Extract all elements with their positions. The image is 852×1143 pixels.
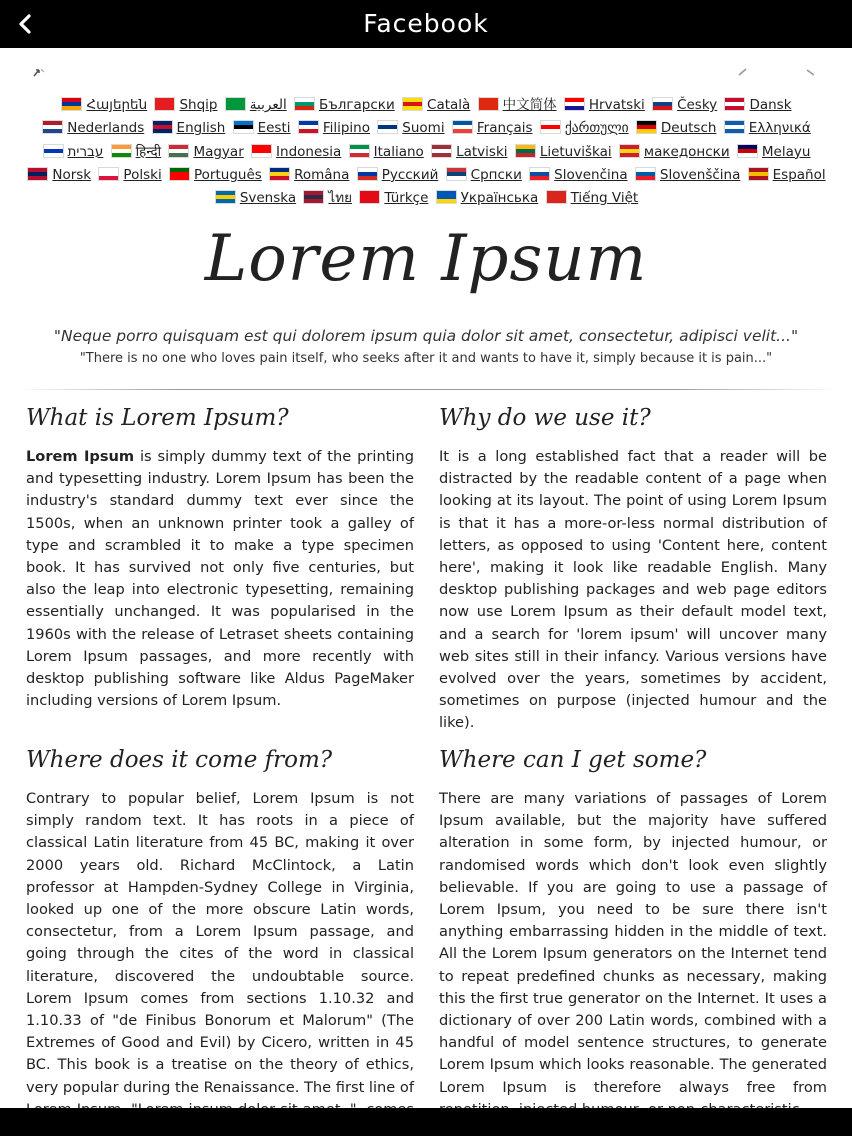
language-name: 中文简体	[502, 97, 557, 113]
collapse-icon[interactable]	[804, 62, 818, 72]
section-what-is	[26, 402, 414, 712]
language-name: Deutsch	[660, 120, 717, 137]
language-link[interactable]	[516, 141, 612, 164]
section-where-get	[439, 744, 827, 1121]
language-link[interactable]	[725, 117, 811, 140]
flag-icon	[216, 191, 235, 203]
language-name: Български	[319, 97, 395, 113]
section-heading: Where does it come from?	[26, 747, 333, 773]
language-list	[22, 94, 832, 210]
language-name: Español	[772, 166, 826, 183]
language-name: Français	[476, 120, 533, 137]
flag-icon	[350, 145, 369, 157]
flag-icon	[299, 121, 318, 133]
language-link[interactable]	[153, 117, 226, 140]
language-name: Ελληνικά	[748, 120, 811, 137]
site-logo: Lorem Ipsum	[204, 222, 648, 296]
flag-icon	[637, 121, 656, 133]
language-link[interactable]	[295, 94, 395, 117]
language-link[interactable]	[636, 164, 740, 187]
language-name: English	[176, 120, 226, 137]
flag-icon	[447, 168, 466, 180]
flag-icon	[453, 121, 472, 133]
language-name: Svenska	[239, 190, 297, 207]
section-text	[26, 446, 414, 712]
flag-icon	[653, 98, 672, 110]
language-link[interactable]	[170, 164, 262, 187]
flag-icon	[234, 121, 253, 133]
language-name: Dansk	[749, 97, 792, 113]
language-link[interactable]	[620, 141, 730, 164]
language-name: Nederlands	[67, 120, 145, 137]
flag-icon	[295, 98, 314, 110]
language-name: Português	[194, 166, 262, 183]
section-text: There are many variations of passages of Lorem Ipsum available, but the majority have suffered alteration in some form, by injected humour, or randomised words which don't look even slightly believable. If you are going to use a passage of Lorem Ipsum, you need to be sure there isn't anything embarrassing hidden in the middle of text. All the Lorem Ipsum generators on the Internet tend to repeat predefined chunks as necessary, making this the first true generator on the Internet. It uses a dictionary of over 200 Latin words, combined with a handful of model sentence structures, to generate Lorem Ipsum which looks reasonable. The generated Lorem Ipsum is therefore always free from	[439, 790, 827, 1096]
language-link[interactable]	[360, 187, 428, 210]
flag-icon	[360, 191, 379, 203]
language-name: Eesti	[257, 120, 291, 137]
language-link[interactable]	[44, 141, 104, 164]
flag-icon	[270, 168, 289, 180]
language-link[interactable]	[43, 117, 144, 140]
flag-icon	[479, 98, 498, 110]
language-link[interactable]	[749, 164, 826, 187]
flag-icon	[547, 191, 566, 203]
language-name: Hrvatski	[588, 97, 645, 113]
language-link[interactable]	[99, 164, 161, 187]
language-name: Româna	[294, 166, 350, 183]
flag-icon	[620, 145, 639, 157]
flag-icon	[749, 168, 768, 180]
language-name: Català	[427, 97, 471, 113]
language-link[interactable]	[216, 187, 296, 210]
language-link[interactable]	[112, 141, 162, 164]
language-name: Русский	[381, 166, 439, 183]
language-name: ไทย	[328, 190, 353, 207]
language-link[interactable]	[28, 164, 91, 187]
flag-icon	[437, 191, 456, 203]
language-name: Tiếng Việt	[570, 190, 639, 207]
flag-icon	[725, 98, 744, 110]
section-body: is simply dummy text of the printing and typesetting industry. Lorem Ipsum has been the industry's standard dummy text ever since the 1500s, when an unknown printer took a galley of type and scrambled it to make a type specimen book. It has survived not only five centuries, but also the leap into electronic typesetting, remaining essentially unchanged. It was popularised in the 1960s with the release of Letraset sheets containing Lorem Ipsum passages, and more recently with desktop publishing software like Aldus PageMaker including versions of Lorem Ipsum.	[26, 448, 414, 710]
language-name: Česky	[677, 97, 718, 113]
flag-icon	[226, 98, 245, 110]
language-link[interactable]	[62, 94, 147, 117]
language-name: Slovenčina	[554, 166, 628, 183]
language-link[interactable]	[234, 117, 291, 140]
bottom-bar	[0, 1108, 852, 1136]
language-link[interactable]	[541, 117, 629, 140]
language-name: ქართული	[564, 120, 629, 137]
flag-icon	[43, 121, 62, 133]
language-name: Српски	[470, 166, 522, 183]
language-name: Türkçe	[384, 190, 429, 207]
page-title: Facebook	[363, 9, 489, 38]
quote-latin: "Neque porro quisquam est qui dolorem ipsum quia dolor sit amet, consectetur, adipisci velit..."	[53, 327, 799, 345]
flag-icon	[378, 121, 397, 133]
language-name: Українська	[460, 190, 539, 207]
language-link[interactable]	[299, 117, 370, 140]
language-link[interactable]	[738, 141, 811, 164]
section-heading: What is Lorem Ipsum?	[26, 405, 289, 431]
language-name: العربية	[249, 97, 287, 113]
language-link[interactable]	[358, 164, 439, 187]
language-name: Magyar	[193, 143, 244, 160]
language-name: македонски	[643, 143, 730, 160]
flag-icon	[155, 98, 174, 110]
language-link[interactable]	[453, 117, 533, 140]
flag-icon	[62, 98, 81, 110]
language-name: Indonesia	[276, 143, 342, 160]
language-name: Slovenščina	[659, 166, 741, 183]
language-name: Polski	[123, 166, 162, 183]
language-link[interactable]	[304, 187, 352, 210]
language-link[interactable]	[403, 94, 470, 117]
lead-bold: Lorem Ipsum	[26, 448, 135, 465]
flag-icon	[636, 168, 655, 180]
flag-icon	[153, 121, 172, 133]
language-link[interactable]	[547, 187, 639, 210]
divider	[16, 389, 836, 390]
language-link[interactable]	[169, 141, 243, 164]
language-link[interactable]	[637, 117, 717, 140]
section-where-from	[26, 744, 414, 1143]
language-link[interactable]	[226, 94, 287, 117]
language-name: Հայերեն	[86, 97, 148, 113]
language-name: Norsk	[52, 166, 92, 183]
language-link[interactable]	[437, 187, 539, 210]
language-link[interactable]	[350, 141, 424, 164]
language-link[interactable]	[530, 164, 627, 187]
language-link[interactable]	[432, 141, 507, 164]
section-text: It is a long established fact that a reader will be distracted by the readable content of a page when looking at its layout. The point of using Lorem Ipsum is that it has a more-or-less normal distribution of letters, as opposed to using 'Content here, content here', making it look like readable English. Many desktop publishing packages and web page editors now use Lorem Ipsum as their default model text, and a search for 'lorem ipsum' will uncover many web sites still in their infancy. Various versions have evolved over the years, sometimes by accident, sometimes on purpose (injected humour and the like).	[439, 448, 827, 732]
flag-icon	[565, 98, 584, 110]
section-text: Contrary to popular belief, Lorem Ipsum is not simply random text. It has roots in a piece of classical Latin literature from 45 BC, making it over 2000 years old. Richard McClintock, a Latin professor at Hampden-Sydney College in Virginia, looked up one of the more obscure Latin words, consectetur, from a Lorem Ipsum passage, and going through the cites of the word in classical literature, discovered the undoubtable source. Lorem Ipsum comes from sections 1.10.32 and 1.10.33 of "de Finibus Bonorum et Malorum" (The Extremes of Good and Evil) by Cicero, written in 45 BC. This book is a treatise on the theory of ethics, very popular during the Renaissance. The first line of	[26, 790, 414, 1096]
language-link[interactable]	[479, 94, 557, 117]
language-name: Filipino	[322, 120, 370, 137]
language-name: हिन्दी	[135, 143, 162, 160]
language-link[interactable]	[270, 164, 349, 187]
flag-icon	[304, 191, 323, 203]
language-name: Shqip	[179, 97, 218, 113]
flag-icon	[44, 145, 63, 157]
language-name: Suomi	[402, 120, 445, 137]
flag-icon	[112, 145, 131, 157]
flag-icon	[28, 168, 47, 180]
section-why	[439, 402, 827, 735]
language-name: Latviski	[456, 143, 508, 160]
language-name: Melayu	[761, 143, 811, 160]
language-name: Italiano	[373, 143, 424, 160]
flag-icon	[516, 145, 535, 157]
flag-icon	[358, 168, 377, 180]
flag-icon	[252, 145, 271, 157]
flag-icon	[530, 168, 549, 180]
language-link[interactable]	[653, 94, 717, 117]
flag-icon	[541, 121, 560, 133]
language-link[interactable]	[155, 94, 217, 117]
language-link[interactable]	[565, 94, 645, 117]
language-name: Lietuviškai	[539, 143, 612, 160]
flag-icon	[738, 145, 757, 157]
flag-icon	[725, 121, 744, 133]
language-link[interactable]	[725, 94, 791, 117]
section-heading: Why do we use it?	[439, 405, 651, 431]
quote-english: "There is no one who loves pain itself, who seeks after it and wants to have it, simply because it is pain..."	[79, 351, 773, 366]
flag-icon	[170, 168, 189, 180]
language-link[interactable]	[252, 141, 341, 164]
section-heading: Where can I get some?	[439, 747, 707, 773]
flag-icon	[99, 168, 118, 180]
flag-icon	[403, 98, 422, 110]
title-bar	[0, 0, 852, 48]
language-link[interactable]	[378, 117, 444, 140]
flag-icon	[169, 145, 188, 157]
flag-icon	[432, 145, 451, 157]
language-name: עברית	[67, 143, 104, 160]
expand-icon[interactable]	[32, 62, 46, 72]
language-link[interactable]	[447, 164, 522, 187]
pencil-icon[interactable]	[736, 62, 750, 72]
